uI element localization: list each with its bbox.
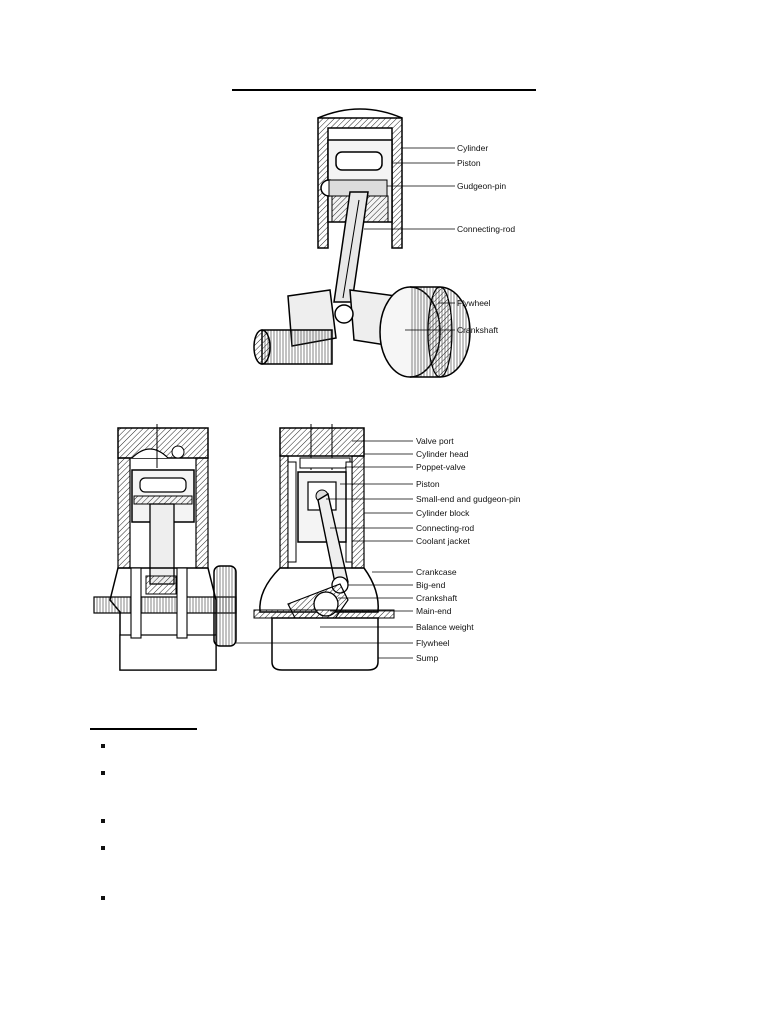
top-crankshaft <box>262 330 332 364</box>
label-cylinder-block: Cylinder block <box>416 508 470 518</box>
label-crankshaft-2: Crankshaft <box>416 593 458 603</box>
label-connecting-rod: Connecting-rod <box>457 224 516 234</box>
label-cylinder-head: Cylinder head <box>416 449 469 459</box>
label-connecting-rod-2: Connecting-rod <box>416 523 475 533</box>
label-big-end: Big-end <box>416 580 446 590</box>
bullet-3 <box>101 819 105 823</box>
label-coolant-jacket: Coolant jacket <box>416 536 470 546</box>
bullet-1 <box>101 744 105 748</box>
top-engine-diagram <box>254 109 515 377</box>
side-section-diagram <box>94 424 236 670</box>
label-piston-2: Piston <box>416 479 440 489</box>
label-sump: Sump <box>416 653 439 663</box>
label-balance-weight: Balance weight <box>416 622 474 632</box>
label-small-end: Small-end and gudgeon-pin <box>416 494 521 504</box>
label-flywheel-2: Flywheel <box>416 638 450 648</box>
label-crankcase: Crankcase <box>416 567 457 577</box>
section-heading-underline <box>90 728 197 730</box>
label-cylinder: Cylinder <box>457 143 489 153</box>
front-section-diagram <box>236 424 521 670</box>
label-crankshaft: Crankshaft <box>457 325 499 335</box>
bullet-2 <box>101 771 105 775</box>
bullet-5 <box>101 896 105 900</box>
bullet-4 <box>101 846 105 850</box>
label-main-end: Main-end <box>416 606 452 616</box>
label-flywheel: Flywheel <box>457 298 491 308</box>
label-poppet-valve: Poppet-valve <box>416 462 466 472</box>
label-valve-port: Valve port <box>416 436 454 446</box>
label-piston: Piston <box>457 158 481 168</box>
label-gudgeon-pin: Gudgeon-pin <box>457 181 507 191</box>
